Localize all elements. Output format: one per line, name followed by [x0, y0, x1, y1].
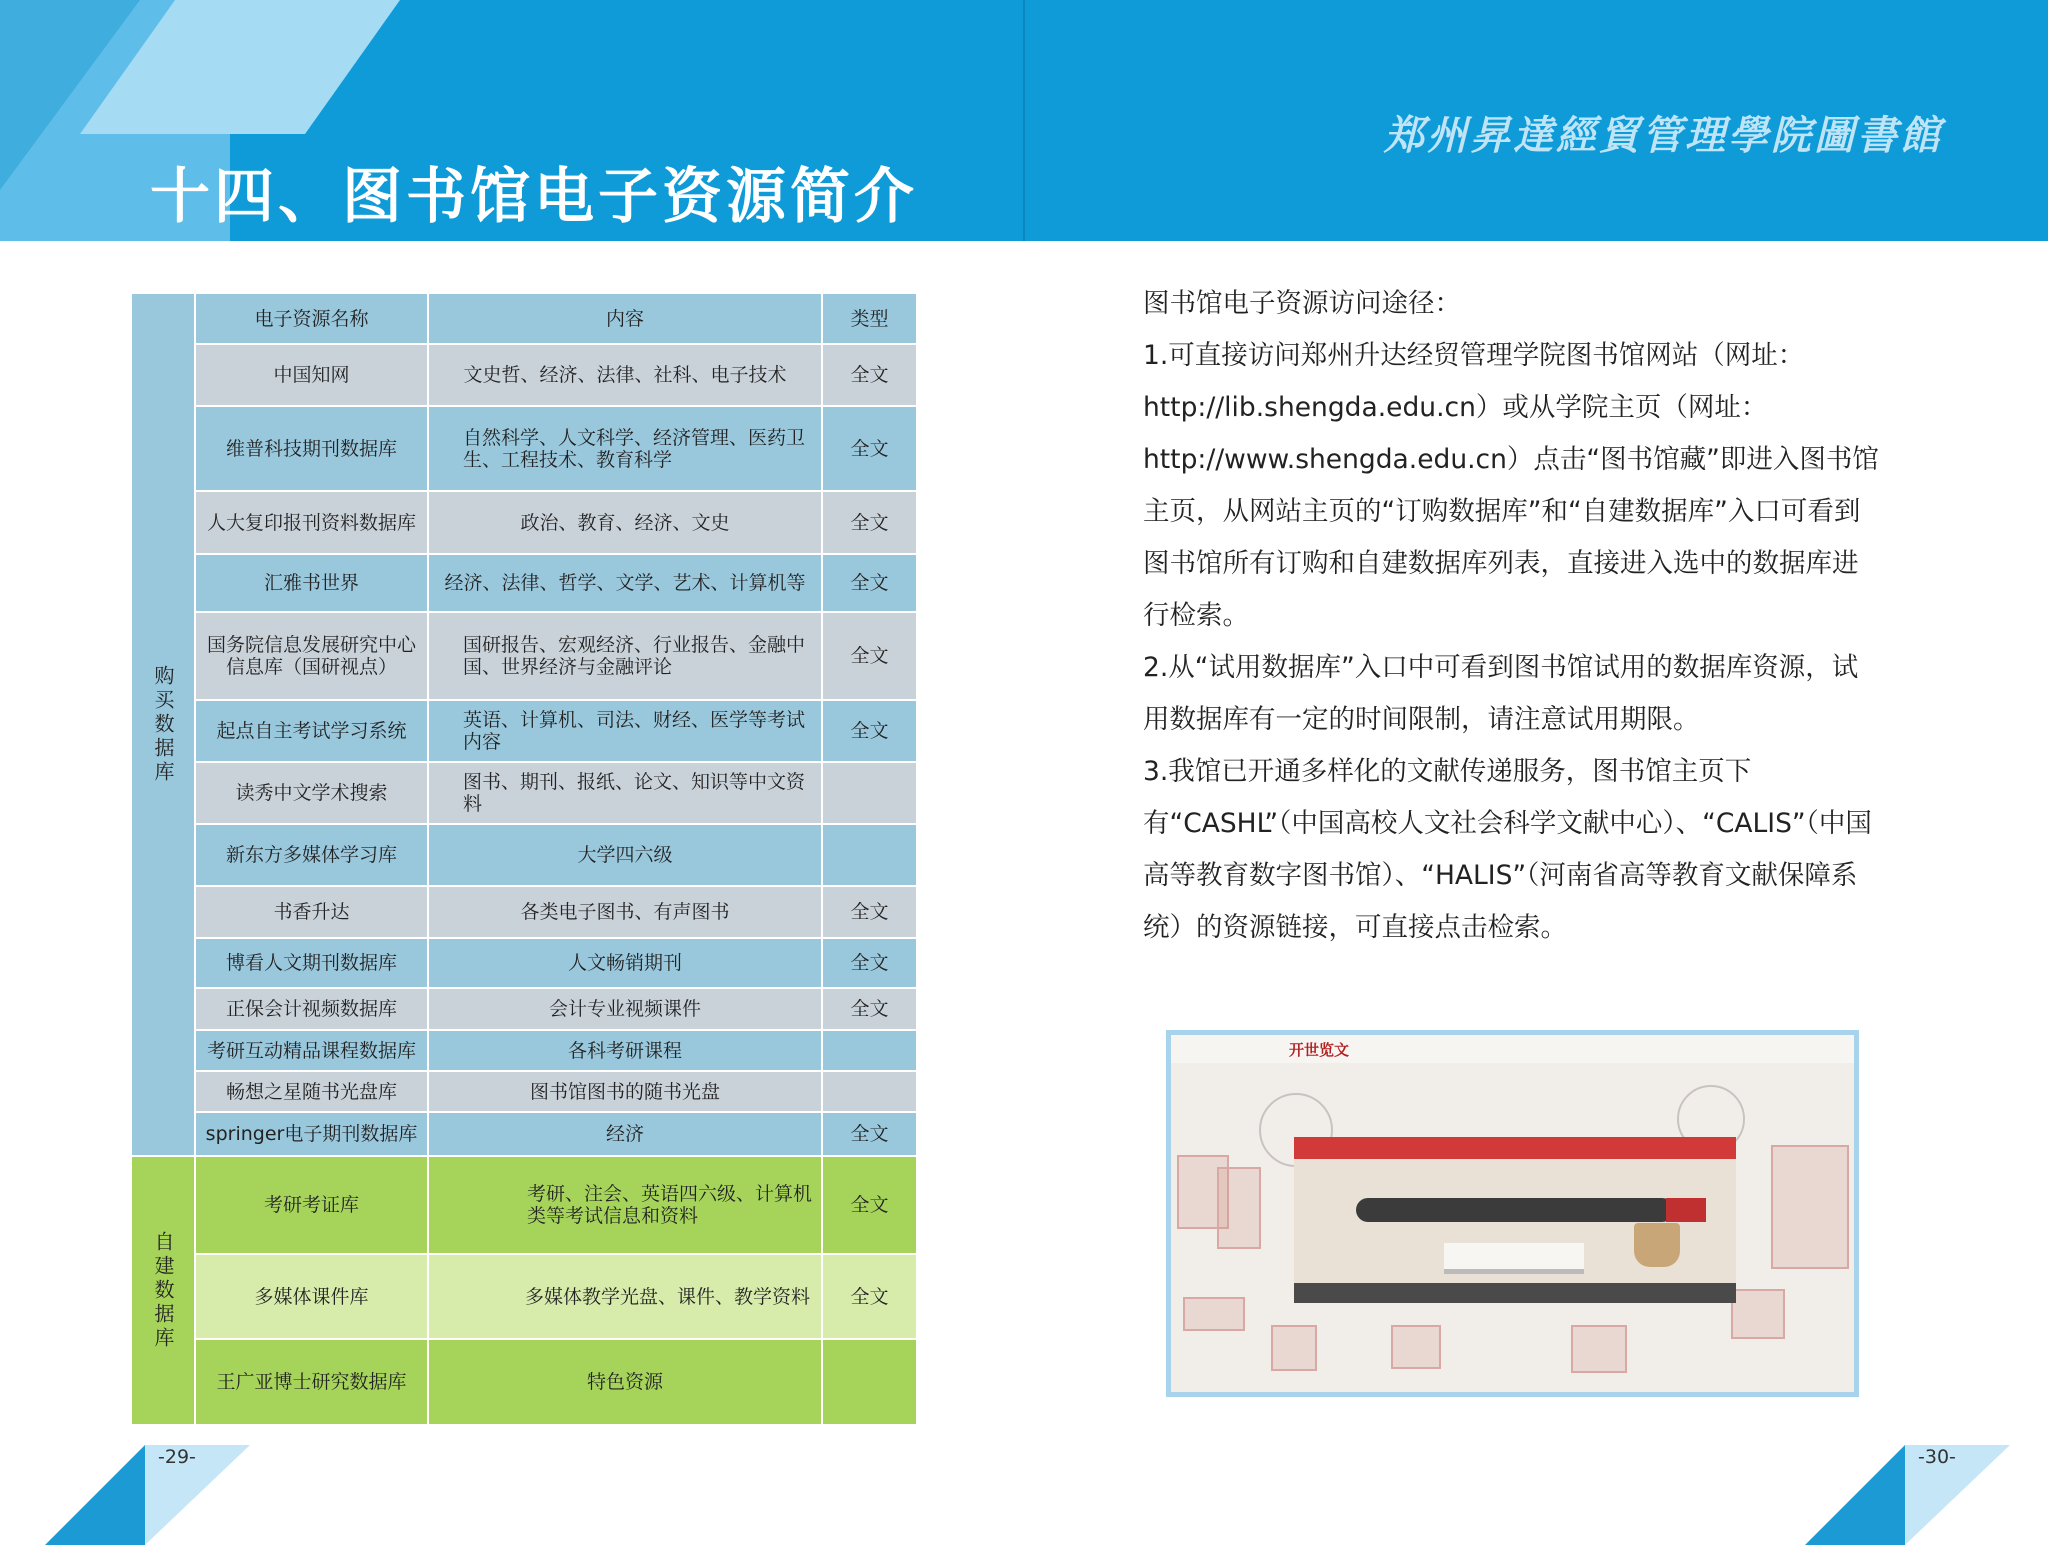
access-item: 1.可直接访问郑州升达经贸管理学院图书馆网站（网址：http://lib.shengda.edu.cn）或从学院主页（网址：http://www.shengda.edu.cn）点击“图书馆藏”即进入图书馆主页，从网站主页的“订购数据库”和“自建数据库”入口可看到图书馆所有订购和自建数据库列表，直接进入选中的数据库进行检索。: [1143, 340, 1879, 631]
table-row: [131, 1030, 917, 1071]
table-row: [131, 406, 917, 491]
table-row: [131, 1071, 917, 1112]
resource-name-cell: 畅想之星随书光盘库: [195, 1071, 428, 1112]
resource-type-cell: [822, 762, 917, 824]
resource-content-cell: 文史哲、经济、法律、社科、电子技术: [428, 344, 822, 406]
resource-type-cell: 全文: [822, 344, 917, 406]
resource-name-cell: 汇雅书世界: [195, 554, 428, 612]
seal-stamp-icon: [1271, 1325, 1317, 1371]
column-header: 电子资源名称: [195, 293, 428, 344]
resource-name-cell: 国务院信息发展研究中心信息库（国研视点）: [195, 612, 428, 700]
resource-name-cell: 维普科技期刊数据库: [195, 406, 428, 491]
table-row: [131, 1339, 917, 1425]
resource-content-cell: 经济: [428, 1112, 822, 1156]
resource-name-cell: 中国知网: [195, 344, 428, 406]
resource-content-cell: 英语、计算机、司法、财经、医学等考试内容: [428, 700, 822, 762]
resource-name-cell: 读秀中文学术搜索: [195, 762, 428, 824]
resource-type-cell: [822, 1071, 917, 1112]
table-row: [131, 988, 917, 1030]
seal-stamp-icon: [1571, 1325, 1627, 1373]
table-row: [131, 824, 917, 886]
resource-name-cell: 王广亚博士研究数据库: [195, 1339, 428, 1425]
resource-type-cell: 全文: [822, 1112, 917, 1156]
resource-name-cell: 正保会计视频数据库: [195, 988, 428, 1030]
resource-content-cell: 多媒体教学光盘、课件、教学资料: [428, 1254, 822, 1339]
resource-content-cell: 自然科学、人文科学、经济管理、医药卫生、工程技术、教育科学: [428, 406, 822, 491]
table-row: [131, 491, 917, 554]
resource-content-cell: 各科考研课程: [428, 1030, 822, 1071]
column-header: 内容: [428, 293, 822, 344]
cup-illustration: [1634, 1223, 1680, 1267]
resource-content-cell: 特色资源: [428, 1339, 822, 1425]
table-row: [131, 886, 917, 938]
site-search-panel: [1294, 1137, 1736, 1303]
footer-corner-decoration: [1805, 1443, 2010, 1545]
resource-name-cell: 人大复印报刊资料数据库: [195, 491, 428, 554]
resource-content-cell: 国研报告、宏观经济、行业报告、金融中国、世界经济与金融评论: [428, 612, 822, 700]
table-row: [131, 762, 917, 824]
resource-content-cell: 会计专业视频课件: [428, 988, 822, 1030]
resource-type-cell: 全文: [822, 1254, 917, 1339]
site-search-button: [1666, 1198, 1706, 1222]
table-row: [131, 612, 917, 700]
table-row: [131, 1156, 917, 1254]
table-row: [131, 700, 917, 762]
column-header: 类型: [822, 293, 917, 344]
resource-name-cell: 博看人文期刊数据库: [195, 938, 428, 988]
resource-name-cell: 新东方多媒体学习库: [195, 824, 428, 886]
access-item: 3.我馆已开通多样化的文献传递服务，图书馆主页下有“CASHL”（中国高校人文社会科学文献中心）、“CALIS”（中国高等教育数字图书馆）、“HALIS”（河南省高等教育文献保障系统）的资源链接，可直接点击检索。: [1143, 756, 1872, 943]
site-topbar: [1171, 1035, 1854, 1063]
library-name-calligraphy: 郑州昇達經貿管理學院圖書館: [1384, 112, 1943, 159]
resource-name-cell: 起点自主考试学习系统: [195, 700, 428, 762]
page-number-left: -29-: [158, 1446, 196, 1468]
resource-name-cell: 多媒体课件库: [195, 1254, 428, 1339]
resource-type-cell: 全文: [822, 700, 917, 762]
resource-content-cell: 图书馆图书的随书光盘: [428, 1071, 822, 1112]
resource-name-cell: 书香升达: [195, 886, 428, 938]
resource-content-cell: 政治、教育、经济、文史: [428, 491, 822, 554]
resource-content-cell: 经济、法律、哲学、文学、艺术、计算机等: [428, 554, 822, 612]
table-row: [131, 938, 917, 988]
resource-type-cell: 全文: [822, 554, 917, 612]
page-title: 十四、图书馆电子资源简介: [150, 162, 918, 232]
resource-content-cell: 大学四六级: [428, 824, 822, 886]
access-heading: 图书馆电子资源访问途径：: [1143, 288, 1461, 319]
table-row: [131, 1112, 917, 1156]
footer-corner-decoration: [45, 1443, 250, 1545]
resource-type-cell: 全文: [822, 988, 917, 1030]
resource-name-cell: 考研考证库: [195, 1156, 428, 1254]
page-fold-line: [1023, 0, 1025, 241]
access-item: 2.从“试用数据库”入口中可看到图书馆试用的数据库资源，试用数据库有一定的时间限制，请注意试用期限。: [1143, 652, 1859, 735]
resource-content-cell: 考研、注会、英语四六级、计算机类等考试信息和资料: [428, 1156, 822, 1254]
website-screenshot: [1166, 1030, 1859, 1397]
category-label: 购买数据库: [131, 293, 195, 1156]
resource-type-cell: 全文: [822, 406, 917, 491]
seal-stamp-icon: [1731, 1289, 1785, 1339]
site-nav-bar: [1294, 1137, 1736, 1159]
table-row: [131, 554, 917, 612]
resource-type-cell: 全文: [822, 886, 917, 938]
site-logo: 开世览文: [1289, 1041, 1350, 1059]
access-instructions: [1143, 278, 1883, 954]
seal-stamp-icon: [1771, 1145, 1849, 1269]
resource-content-cell: 人文畅销期刊: [428, 938, 822, 988]
resource-type-cell: 全文: [822, 491, 917, 554]
page-number-right: -30-: [1918, 1446, 1956, 1468]
site-panel-footer: [1294, 1283, 1736, 1303]
table-header-row: [131, 293, 917, 344]
screenshot-content: [1171, 1035, 1854, 1392]
seal-stamp-icon: [1183, 1297, 1245, 1331]
book-illustration: [1444, 1243, 1584, 1274]
seal-stamp-icon: [1391, 1325, 1441, 1369]
resource-content-cell: 图书、期刊、报纸、论文、知识等中文资料: [428, 762, 822, 824]
resource-name-cell: 考研互动精品课程数据库: [195, 1030, 428, 1071]
header-banner: [0, 0, 2048, 241]
resource-type-cell: 全文: [822, 612, 917, 700]
table-row: [131, 344, 917, 406]
category-label: 自建数据库: [131, 1156, 195, 1425]
resource-content-cell: 各类电子图书、有声图书: [428, 886, 822, 938]
resource-type-cell: [822, 1339, 917, 1425]
resource-type-cell: [822, 1030, 917, 1071]
resource-type-cell: [822, 824, 917, 886]
resource-table: [130, 292, 918, 1426]
site-search-bar: [1356, 1198, 1674, 1222]
resource-name-cell: springer电子期刊数据库: [195, 1112, 428, 1156]
resource-type-cell: 全文: [822, 938, 917, 988]
seal-stamp-icon: [1217, 1167, 1261, 1249]
resource-type-cell: 全文: [822, 1156, 917, 1254]
table-row: [131, 1254, 917, 1339]
